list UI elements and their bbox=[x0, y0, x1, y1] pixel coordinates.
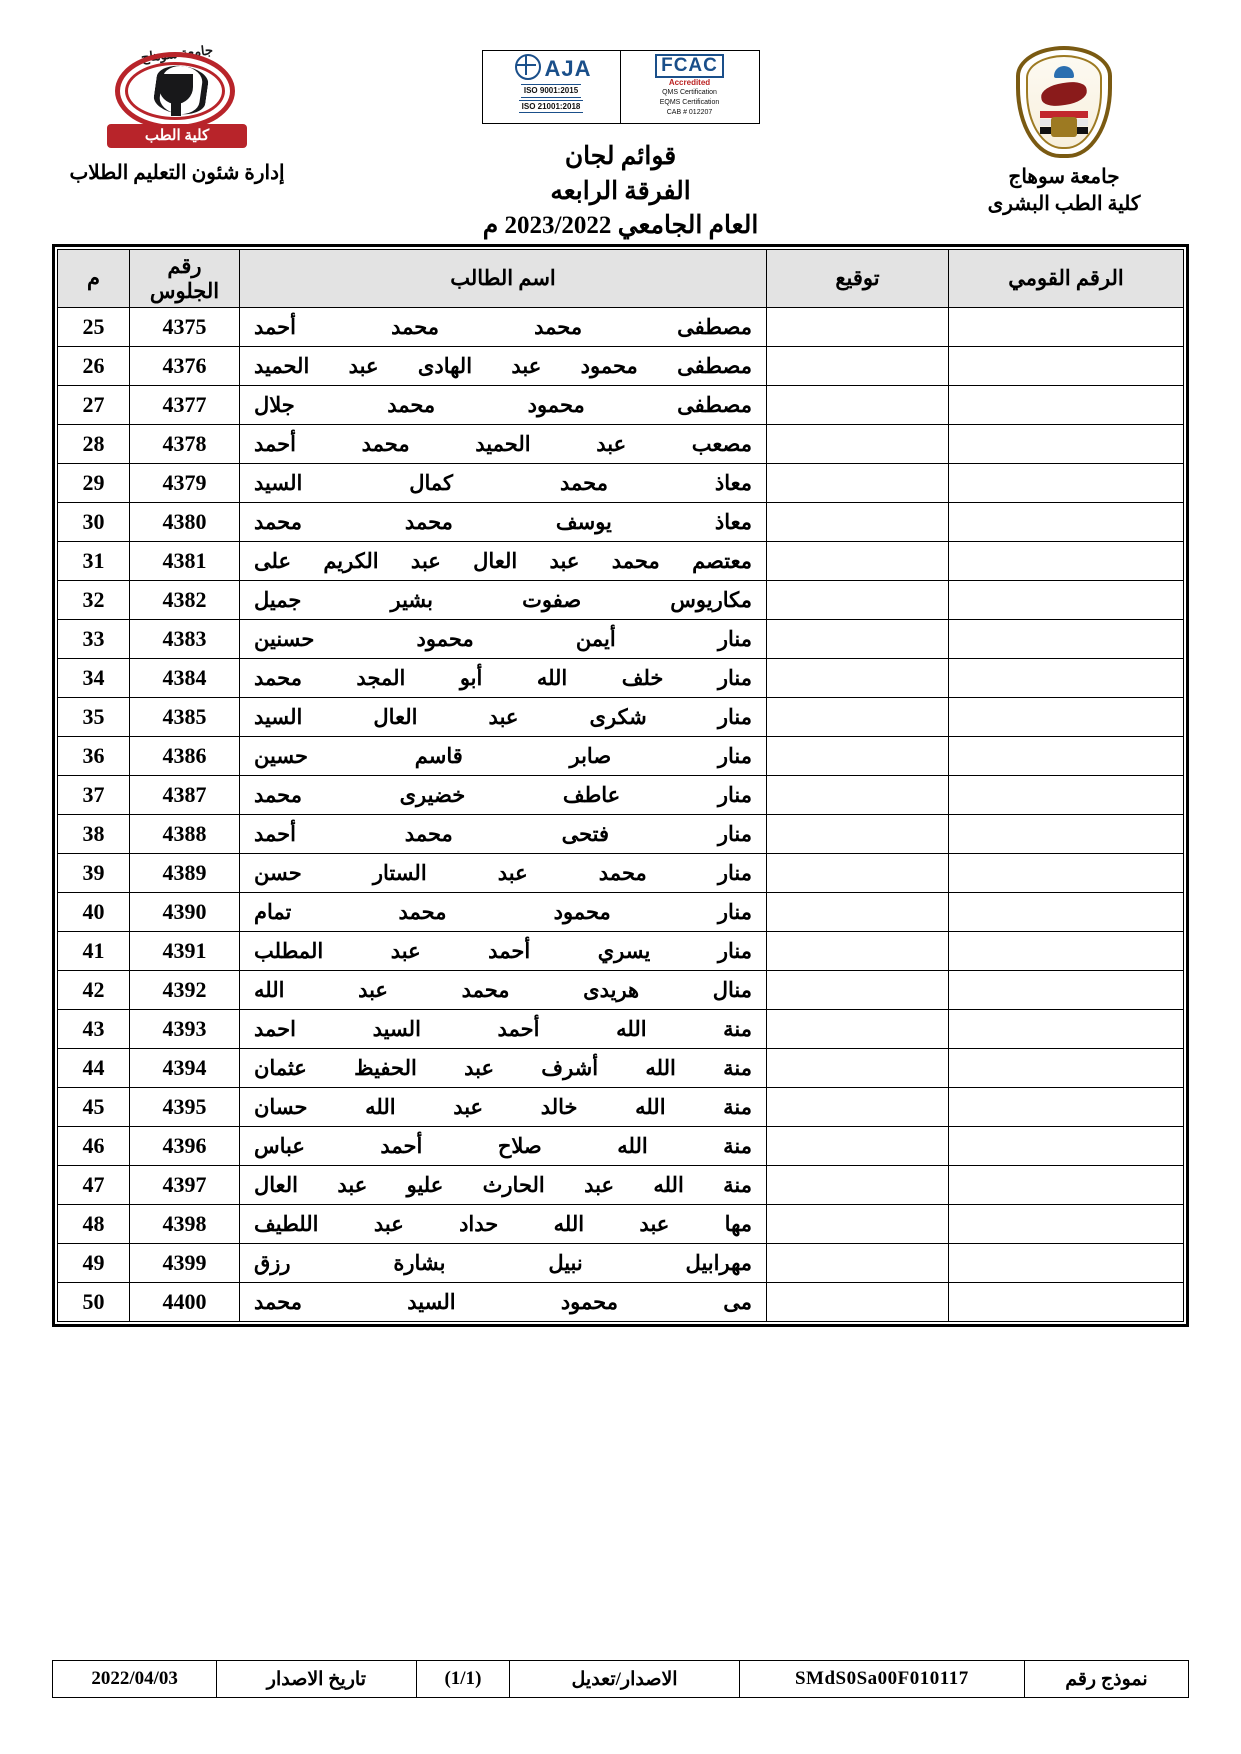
student-name-text: مصعب عبد الحميد محمد أحمد bbox=[254, 431, 752, 456]
footer-revision-value: (1/1) bbox=[416, 1661, 510, 1698]
cell-index: 39 bbox=[58, 854, 130, 893]
cell-student-name bbox=[240, 1205, 767, 1244]
aja-badge-glyph: AJA bbox=[544, 56, 592, 81]
column-header-seat-number bbox=[130, 250, 240, 308]
cell-index: 31 bbox=[58, 542, 130, 581]
footer-date-value: 2022/04/03 bbox=[53, 1661, 217, 1698]
table-row bbox=[58, 581, 1184, 620]
cell-seat-number: 4388 bbox=[130, 815, 240, 854]
cell-student-name bbox=[240, 425, 767, 464]
cell-national-id[interactable] bbox=[949, 854, 1184, 893]
cell-national-id[interactable] bbox=[949, 659, 1184, 698]
naqaee-badge-cab: CAB # 012207 bbox=[666, 109, 713, 117]
student-name-text: منة الله عبد الحارث عليو عبد العال bbox=[254, 1172, 752, 1197]
footer-form-label: نموذج رقم bbox=[1024, 1661, 1188, 1698]
cell-index: 47 bbox=[58, 1166, 130, 1205]
cell-signature[interactable] bbox=[767, 932, 949, 971]
cell-student-name bbox=[240, 971, 767, 1010]
cell-seat-number: 4380 bbox=[130, 503, 240, 542]
cell-student-name bbox=[240, 776, 767, 815]
cell-signature[interactable] bbox=[767, 503, 949, 542]
cell-national-id[interactable] bbox=[949, 1088, 1184, 1127]
cell-student-name bbox=[240, 308, 767, 347]
table-row bbox=[58, 737, 1184, 776]
cell-student-name bbox=[240, 737, 767, 776]
cell-national-id[interactable] bbox=[949, 1283, 1184, 1322]
footer-table bbox=[52, 1660, 1189, 1698]
cell-student-name bbox=[240, 503, 767, 542]
cell-seat-number: 4396 bbox=[130, 1127, 240, 1166]
student-name-text: مصطفى محمود عبد الهادى عبد الحميد bbox=[254, 353, 752, 378]
globe-icon bbox=[515, 54, 541, 80]
title-line-1: قوائم لجان bbox=[564, 143, 677, 170]
student-name-text: منار شكرى عبد العال السيد bbox=[254, 704, 752, 729]
table-row bbox=[58, 1244, 1184, 1283]
cell-index: 37 bbox=[58, 776, 130, 815]
cell-index: 32 bbox=[58, 581, 130, 620]
title-line-2: الفرقة الرابعه bbox=[550, 177, 691, 205]
column-header-national-id: الرقم القومي bbox=[949, 250, 1184, 308]
cell-index: 43 bbox=[58, 1010, 130, 1049]
faculty-logo-band-text: كلية الطب bbox=[107, 124, 247, 148]
column-header-student-name: اسم الطالب bbox=[240, 250, 767, 308]
cell-national-id[interactable] bbox=[949, 308, 1184, 347]
cell-student-name bbox=[240, 1010, 767, 1049]
cell-seat-number: 4398 bbox=[130, 1205, 240, 1244]
cell-national-id[interactable] bbox=[949, 932, 1184, 971]
student-name-text: منال هريدى محمد عبد الله bbox=[254, 977, 752, 1002]
cell-seat-number: 4378 bbox=[130, 425, 240, 464]
table-row bbox=[58, 698, 1184, 737]
header-center bbox=[302, 46, 939, 244]
student-name-text: مكاريوس صفوت بشير جميل bbox=[254, 587, 752, 612]
cell-student-name bbox=[240, 581, 767, 620]
cell-index: 41 bbox=[58, 932, 130, 971]
cell-seat-number: 4395 bbox=[130, 1088, 240, 1127]
student-name-text: مصطفى محمود محمد جلال bbox=[254, 392, 752, 417]
administration-label: إدارة شئون التعليم الطلاب bbox=[69, 162, 285, 184]
cell-national-id[interactable] bbox=[949, 425, 1184, 464]
cell-national-id[interactable] bbox=[949, 971, 1184, 1010]
table-row bbox=[58, 893, 1184, 932]
cell-student-name bbox=[240, 1049, 767, 1088]
cell-national-id[interactable] bbox=[949, 542, 1184, 581]
cell-index: 50 bbox=[58, 1283, 130, 1322]
cell-index: 49 bbox=[58, 1244, 130, 1283]
cell-seat-number: 4385 bbox=[130, 698, 240, 737]
cell-national-id[interactable] bbox=[949, 1205, 1184, 1244]
aja-iso-9001: ISO 9001:2015 bbox=[521, 84, 581, 98]
cell-national-id[interactable] bbox=[949, 776, 1184, 815]
document-header bbox=[52, 42, 1189, 239]
cell-index: 26 bbox=[58, 347, 130, 386]
student-name-text: معاذ يوسف محمد محمد bbox=[254, 509, 752, 534]
column-header-index: م bbox=[58, 250, 130, 308]
cell-index: 27 bbox=[58, 386, 130, 425]
cell-seat-number: 4392 bbox=[130, 971, 240, 1010]
cell-signature[interactable] bbox=[767, 620, 949, 659]
table-row bbox=[58, 308, 1184, 347]
cell-index: 30 bbox=[58, 503, 130, 542]
cell-signature[interactable] bbox=[767, 386, 949, 425]
cell-seat-number: 4387 bbox=[130, 776, 240, 815]
document-footer bbox=[52, 1660, 1189, 1698]
cell-student-name bbox=[240, 1088, 767, 1127]
student-name-text: مهرابيل نبيل بشارة رزق bbox=[254, 1250, 752, 1275]
cell-seat-number: 4400 bbox=[130, 1283, 240, 1322]
cell-national-id[interactable] bbox=[949, 464, 1184, 503]
table-row bbox=[58, 1049, 1184, 1088]
student-name-text: معتصم محمد عبد العال عبد الكريم على bbox=[254, 548, 752, 573]
student-name-text: منة الله صلاح أحمد عباس bbox=[254, 1133, 752, 1158]
cell-index: 35 bbox=[58, 698, 130, 737]
naqaee-badge-sub-eqms: EQMS Certification bbox=[659, 99, 720, 107]
aja-iso-21001: ISO 21001:2018 bbox=[519, 100, 584, 114]
cell-signature[interactable] bbox=[767, 1244, 949, 1283]
table-row bbox=[58, 425, 1184, 464]
cell-national-id[interactable] bbox=[949, 347, 1184, 386]
table-row bbox=[58, 464, 1184, 503]
accreditation-badges bbox=[482, 50, 760, 124]
table-row bbox=[58, 932, 1184, 971]
document-title-block bbox=[483, 140, 759, 244]
cell-index: 33 bbox=[58, 620, 130, 659]
footer-revision-label: الاصدار/تعديل bbox=[510, 1661, 740, 1698]
cell-seat-number: 4397 bbox=[130, 1166, 240, 1205]
university-name: جامعة سوهاج bbox=[1008, 166, 1120, 188]
cell-seat-number: 4377 bbox=[130, 386, 240, 425]
table-row bbox=[58, 1127, 1184, 1166]
student-name-text: منة الله خالد عبد الله حسان bbox=[254, 1094, 752, 1119]
cell-student-name bbox=[240, 1166, 767, 1205]
cell-index: 28 bbox=[58, 425, 130, 464]
administration-identity bbox=[52, 42, 302, 187]
cell-student-name bbox=[240, 386, 767, 425]
cell-student-name bbox=[240, 854, 767, 893]
university-crest-icon bbox=[1016, 46, 1112, 158]
table-row bbox=[58, 1010, 1184, 1049]
student-name-text: منة الله أحمد السيد احمد bbox=[254, 1016, 752, 1041]
table-header-row bbox=[58, 250, 1184, 308]
student-name-text: منار محمود محمد تمام bbox=[254, 899, 752, 924]
table-row bbox=[58, 386, 1184, 425]
cell-seat-number: 4382 bbox=[130, 581, 240, 620]
cell-signature[interactable] bbox=[767, 1283, 949, 1322]
students-table-container bbox=[52, 244, 1189, 1327]
cell-seat-number: 4391 bbox=[130, 932, 240, 971]
cell-signature[interactable] bbox=[767, 1127, 949, 1166]
cell-index: 40 bbox=[58, 893, 130, 932]
table-body bbox=[58, 308, 1184, 1322]
students-table bbox=[57, 249, 1184, 1322]
naqaee-badge-accredited: Accredited bbox=[668, 77, 711, 87]
cell-signature[interactable] bbox=[767, 581, 949, 620]
cell-index: 34 bbox=[58, 659, 130, 698]
aja-certification-badge bbox=[483, 51, 621, 123]
cell-national-id[interactable] bbox=[949, 698, 1184, 737]
naqaee-badge-sub-qms: QMS Certification bbox=[662, 88, 717, 96]
table-row bbox=[58, 854, 1184, 893]
table-row bbox=[58, 1283, 1184, 1322]
university-identity bbox=[939, 46, 1189, 218]
cell-national-id[interactable] bbox=[949, 1049, 1184, 1088]
cell-signature[interactable] bbox=[767, 1049, 949, 1088]
cell-national-id[interactable] bbox=[949, 893, 1184, 932]
table-row bbox=[58, 542, 1184, 581]
cell-national-id[interactable] bbox=[949, 1244, 1184, 1283]
cell-signature[interactable] bbox=[767, 893, 949, 932]
student-name-text: منار فتحى محمد أحمد bbox=[254, 821, 752, 846]
cell-seat-number: 4379 bbox=[130, 464, 240, 503]
cell-student-name bbox=[240, 893, 767, 932]
cell-signature[interactable] bbox=[767, 854, 949, 893]
cell-signature[interactable] bbox=[767, 1166, 949, 1205]
cell-seat-number: 4381 bbox=[130, 542, 240, 581]
cell-student-name bbox=[240, 659, 767, 698]
student-name-text: منار صابر قاسم حسين bbox=[254, 743, 752, 768]
table-row bbox=[58, 503, 1184, 542]
cell-signature[interactable] bbox=[767, 1010, 949, 1049]
cell-student-name bbox=[240, 347, 767, 386]
cell-signature[interactable] bbox=[767, 776, 949, 815]
seat-header-line-2: الجلوس bbox=[149, 278, 220, 303]
table-row bbox=[58, 776, 1184, 815]
table-row bbox=[58, 659, 1184, 698]
cell-signature[interactable] bbox=[767, 1205, 949, 1244]
student-name-text: مها عبد الله حداد عبد اللطيف bbox=[254, 1211, 752, 1236]
cell-seat-number: 4375 bbox=[130, 308, 240, 347]
naqaee-accreditation-badge bbox=[621, 51, 759, 123]
seat-header-line-1: رقم bbox=[167, 254, 202, 279]
cell-national-id[interactable] bbox=[949, 386, 1184, 425]
cell-index: 29 bbox=[58, 464, 130, 503]
cell-national-id[interactable] bbox=[949, 620, 1184, 659]
cell-student-name bbox=[240, 1127, 767, 1166]
cell-student-name bbox=[240, 815, 767, 854]
cell-national-id[interactable] bbox=[949, 1010, 1184, 1049]
naqaee-badge-glyph: FCAC bbox=[655, 54, 724, 78]
student-name-text: مصطفى محمد محمد أحمد bbox=[254, 314, 752, 339]
cell-national-id[interactable] bbox=[949, 1166, 1184, 1205]
cell-index: 48 bbox=[58, 1205, 130, 1244]
cell-seat-number: 4384 bbox=[130, 659, 240, 698]
table-row bbox=[58, 971, 1184, 1010]
cell-signature[interactable] bbox=[767, 971, 949, 1010]
table-row bbox=[58, 347, 1184, 386]
cell-signature[interactable] bbox=[767, 425, 949, 464]
student-name-text: معاذ محمد كمال السيد bbox=[254, 470, 752, 495]
cell-signature[interactable] bbox=[767, 659, 949, 698]
table-row bbox=[58, 620, 1184, 659]
cell-student-name bbox=[240, 1244, 767, 1283]
cell-signature[interactable] bbox=[767, 737, 949, 776]
faculty-name: كلية الطب البشرى bbox=[987, 193, 1141, 215]
cell-index: 42 bbox=[58, 971, 130, 1010]
cell-national-id[interactable] bbox=[949, 1127, 1184, 1166]
table-row bbox=[58, 815, 1184, 854]
cell-signature[interactable] bbox=[767, 308, 949, 347]
cell-student-name bbox=[240, 698, 767, 737]
table-row bbox=[58, 1205, 1184, 1244]
cell-seat-number: 4394 bbox=[130, 1049, 240, 1088]
table-row bbox=[58, 1088, 1184, 1127]
cell-index: 46 bbox=[58, 1127, 130, 1166]
cell-student-name bbox=[240, 620, 767, 659]
student-name-text: منار خلف الله أبو المجد محمد bbox=[254, 665, 752, 690]
student-name-text: منار أيمن محمود حسنين bbox=[254, 626, 752, 651]
cell-signature[interactable] bbox=[767, 347, 949, 386]
cell-seat-number: 4383 bbox=[130, 620, 240, 659]
faculty-logo-top-text: جامعة سوهاج bbox=[140, 42, 214, 65]
cell-seat-number: 4390 bbox=[130, 893, 240, 932]
cell-seat-number: 4376 bbox=[130, 347, 240, 386]
cell-national-id[interactable] bbox=[949, 737, 1184, 776]
cell-national-id[interactable] bbox=[949, 581, 1184, 620]
cell-signature[interactable] bbox=[767, 815, 949, 854]
cell-seat-number: 4399 bbox=[130, 1244, 240, 1283]
cell-index: 38 bbox=[58, 815, 130, 854]
cell-index: 36 bbox=[58, 737, 130, 776]
student-name-text: منار يسري أحمد عبد المطلب bbox=[254, 938, 752, 963]
cell-student-name bbox=[240, 542, 767, 581]
cell-seat-number: 4393 bbox=[130, 1010, 240, 1049]
cell-signature[interactable] bbox=[767, 1088, 949, 1127]
cell-national-id[interactable] bbox=[949, 503, 1184, 542]
cell-student-name bbox=[240, 1283, 767, 1322]
cell-index: 25 bbox=[58, 308, 130, 347]
student-name-text: منار محمد عبد الستار حسن bbox=[254, 860, 752, 885]
cell-index: 45 bbox=[58, 1088, 130, 1127]
footer-form-code: SMdS0Sa00F010117 bbox=[739, 1661, 1024, 1698]
student-name-text: منار عاطف خضيرى محمد bbox=[254, 782, 752, 807]
cell-seat-number: 4389 bbox=[130, 854, 240, 893]
column-header-signature: توقيع bbox=[767, 250, 949, 308]
table-row bbox=[58, 1166, 1184, 1205]
cell-national-id[interactable] bbox=[949, 815, 1184, 854]
cell-signature[interactable] bbox=[767, 542, 949, 581]
student-name-text: مى محمود السيد محمد bbox=[254, 1289, 752, 1314]
cell-student-name bbox=[240, 464, 767, 503]
footer-date-label: تاريخ الاصدار bbox=[217, 1661, 416, 1698]
cell-seat-number: 4386 bbox=[130, 737, 240, 776]
cell-signature[interactable] bbox=[767, 698, 949, 737]
cell-student-name bbox=[240, 932, 767, 971]
cell-index: 44 bbox=[58, 1049, 130, 1088]
faculty-logo-icon bbox=[97, 42, 257, 156]
student-name-text: منة الله أشرف عبد الحفيظ عثمان bbox=[254, 1055, 752, 1080]
cell-signature[interactable] bbox=[767, 464, 949, 503]
title-line-3: العام الجامعي 2023/2022 م bbox=[482, 212, 759, 239]
